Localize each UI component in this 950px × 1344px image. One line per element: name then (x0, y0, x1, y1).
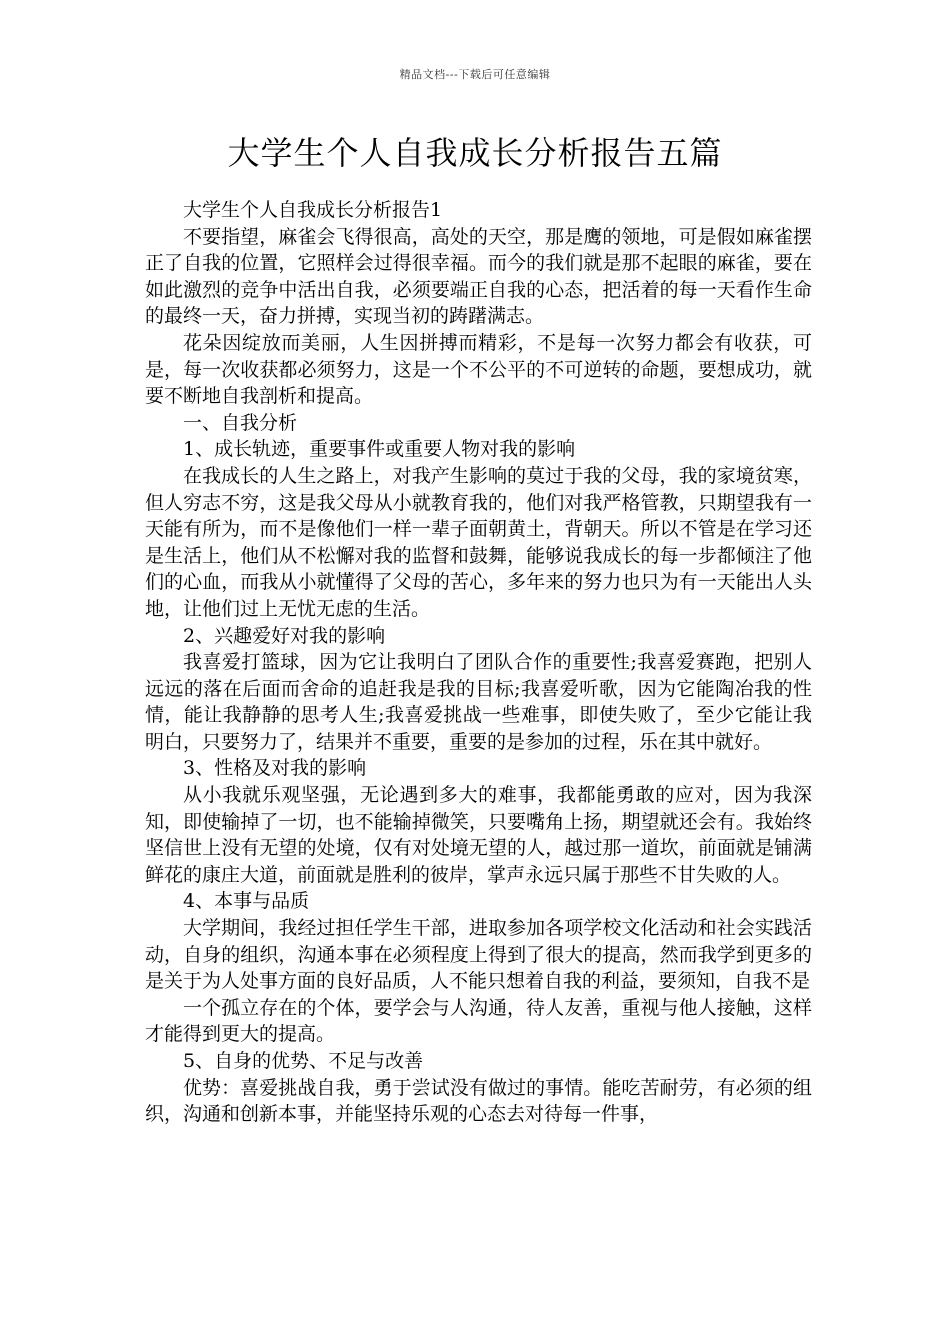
subsection-heading: 1、成长轨迹，重要事件或重要人物对我的影响 (183, 438, 576, 461)
paragraph: 一个孤立存在的个体，要学会与人沟通，待人友善，重视与他人接触，这样才能得到更大的提高。 (145, 996, 812, 1046)
paragraph: 不要指望，麻雀会飞得很高，高处的天空，那是鹰的领地，可是假如麻雀摆正了自我的位置，它照样会过得很幸福。而今的我们就是那不起眼的麻雀，要在如此激烈的竞争中活出自我，必须要端正自我的心态，把活着的每一天看作生命的最终一天，奋力拼搏，实现当初的踌躇满志。 (145, 225, 812, 328)
subsection-heading: 4、本事与品质 (183, 890, 310, 913)
subsection-heading: 3、性格及对我的影响 (183, 757, 367, 780)
subsection-heading: 2、兴趣爱好对我的影响 (183, 624, 386, 647)
paragraph: 大学生个人自我成长分析报告1 (183, 199, 443, 221)
paragraph: 在我成长的人生之路上，对我产生影响的莫过于我的父母，我的家境贫寒，但人穷志不穷，这是我父母从小就教育我的，他们对我严格管教，只期望我有一天能有所为，而不是像他们一样一辈子面朝黄土，背朝天。所以不管是在学习还是生活上，他们从不松懈对我的监督和鼓舞，能够说我成长的每一步都倾注了他们的心血，而我从小就懂得了父母的苦心，多年来的努力也只为有一天能出人头地，让他们过上无忧无虑的生活。 (145, 464, 812, 620)
section-heading: 一、自我分析 (183, 411, 298, 434)
paragraph: 花朵因绽放而美丽，人生因拼搏而精彩，不是每一次努力都会有收获，可是，每一次收获都必须努力，这是一个不公平的不可逆转的命题，要想成功，就要不断地自我剖析和提高。 (145, 331, 812, 408)
paragraph: 大学期间，我经过担任学生干部，进取参加各项学校文化活动和社会实践活动，自身的组织，沟通本事在必须程度上得到了很大的提高，然而我学到更多的是关于为人处事方面的良好品质，人不能只想着自我的利益，要须知，自我不是 (145, 917, 812, 993)
document-body (145, 197, 812, 1128)
header-note: 精品文档---下载后可任意编辑 (399, 68, 551, 81)
subsection-heading: 5、自身的优势、不足与改善 (183, 1050, 424, 1072)
paragraph: 优势：喜爱挑战自我，勇于尝试没有做过的事情。能吃苦耐劳，有必须的组织，沟通和创新本事，并能坚持乐观的心态去对待每一件事， (145, 1076, 812, 1126)
paragraph: 从小我就乐观坚强，无论遇到多大的难事，我都能勇敢的应对，因为我深知，即使输掉了一切，也不能输掉微笑，只要嘴角上扬，期望就还会有。我始终坚信世上没有无望的处境，仅有对处境无望的人，越过那一道坎，前面就是铺满鲜花的康庄大道，前面就是胜利的彼岸，掌声永远只属于那些不甘失败的人。 (145, 784, 812, 886)
document-title: 大学生个人自我成长分析报告五篇 (227, 134, 723, 172)
paragraph: 我喜爱打篮球，因为它让我明白了团队合作的重要性;我喜爱赛跑，把别人远远的落在后面而舍命的追赶我是我的目标;我喜爱听歌，因为它能陶冶我的性情，能让我静静的思考人生;我喜爱挑战一些难事，即使失败了，至少它能让我明白，只要努力了，结果并不重要，重要的是参加的过程，乐在其中就好。 (145, 651, 812, 753)
